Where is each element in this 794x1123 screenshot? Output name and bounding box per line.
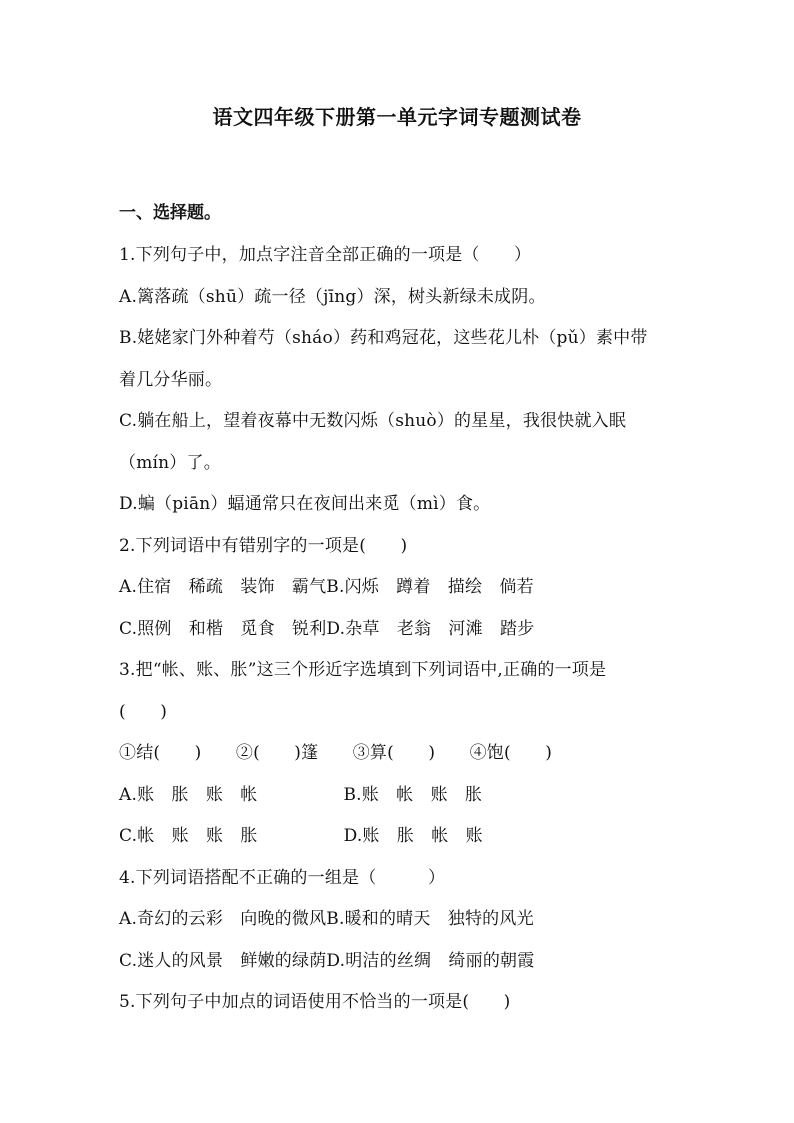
question-body <box>119 240 679 1029</box>
question-5-stem: 5.下列句子中加点的词语使用不恰当的一项是( ) <box>119 992 511 1012</box>
question-3-answer-blank: ( ) <box>119 701 168 722</box>
question-3-stem: 3.把“帐、账、胀”这三个形近字选填到下列词语中,正确的一项是 <box>119 660 607 680</box>
question-1-option-a: A.篱落疏（shū）疏一径（jīng）深，树头新绿未成阴。 <box>119 286 546 307</box>
section-heading: 一、选择题。 <box>119 203 221 223</box>
question-1-option-b-continued: 着几分华丽。 <box>119 369 223 390</box>
question-1-option-b: B.姥姥家门外种着芍（sháo）药和鸡冠花，这些花儿朴（pǔ）素中带 <box>119 328 648 348</box>
question-4-stem: 4.下列词语搭配不正确的一组是（ ） <box>119 867 446 888</box>
question-3-options-ab: A.账 胀 账 帐 B.账 帐 账 胀 <box>119 784 483 805</box>
question-3-blanks: ①结( ) ②( )篷 ③算( ) ④饱( ) <box>119 743 553 763</box>
question-1-option-d: D.蝙（piān）蝠通常只在夜间出来觅（mì）食。 <box>119 494 491 514</box>
page-title: 语文四年级下册第一单元字词专题测试卷 <box>212 105 582 129</box>
question-4-options-ab: A.奇幻的云彩 向晚的微风B.暖和的晴天 独特的风光 <box>119 909 534 929</box>
question-2-stem: 2.下列词语中有错别字的一项是( ) <box>119 535 408 556</box>
question-1-option-c: C.躺在船上，望着夜幕中无数闪烁（shuò）的星星，我很快就入眠 <box>119 411 627 431</box>
question-4-options-cd: C.迷人的风景 鲜嫩的绿荫D.明洁的丝绸 绮丽的朝霞 <box>119 950 535 971</box>
question-2-options-ab: A.住宿 稀疏 装饰 霸气B.闪烁 蹲着 描绘 倘若 <box>119 577 534 597</box>
question-2-options-cd: C.照例 和楷 觅食 锐利D.杂草 老翁 河滩 踏步 <box>119 618 535 639</box>
question-3-options-cd: C.帐 账 账 胀 D.账 胀 帐 账 <box>119 826 483 846</box>
question-1-option-c-continued: （mín）了。 <box>119 452 221 473</box>
question-1-stem: 1.下列句子中，加点字注音全部正确的一项是（ ） <box>119 245 532 265</box>
